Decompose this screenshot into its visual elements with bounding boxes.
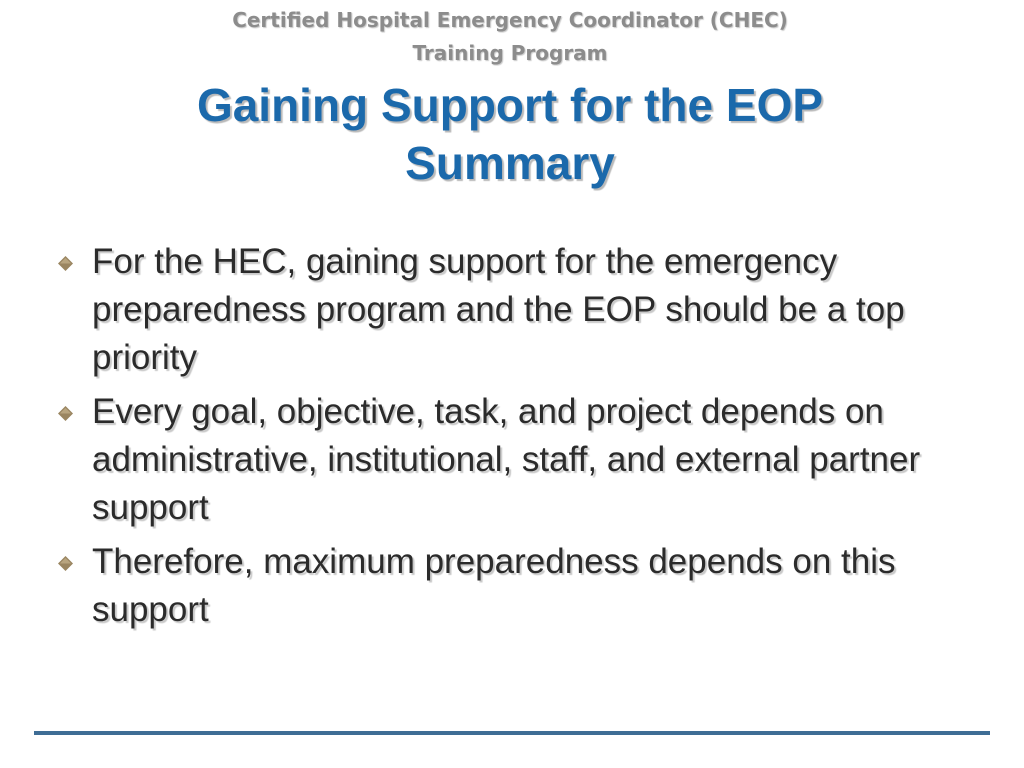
program-header-line-2: Training Program [412, 41, 608, 65]
slide-title [0, 76, 1020, 192]
bullet-item [52, 538, 972, 634]
program-header [0, 4, 1020, 70]
slide-title-line-1: Gaining Support for the EOP [196, 79, 824, 131]
bullet-item [52, 238, 972, 382]
diamond-bullet-icon [58, 406, 73, 421]
bullet-item [52, 388, 972, 532]
diamond-bullet-icon [58, 256, 73, 271]
footer-rule [34, 731, 990, 735]
bullet-text: Every goal, objective, task, and project depends on administrative, institutional, staff, and external partner support [92, 392, 921, 527]
slide-title-line-2: Summary [405, 137, 615, 189]
bullet-list [52, 238, 972, 640]
diamond-bullet-icon [58, 556, 73, 571]
program-header-line-1: Certified Hospital Emergency Coordinator (CHEC) [232, 8, 788, 32]
bullet-text: For the HEC, gaining support for the emergency preparedness program and the EOP should be a top priority [92, 242, 905, 377]
bullet-text: Therefore, maximum preparedness depends on this support [92, 542, 896, 629]
